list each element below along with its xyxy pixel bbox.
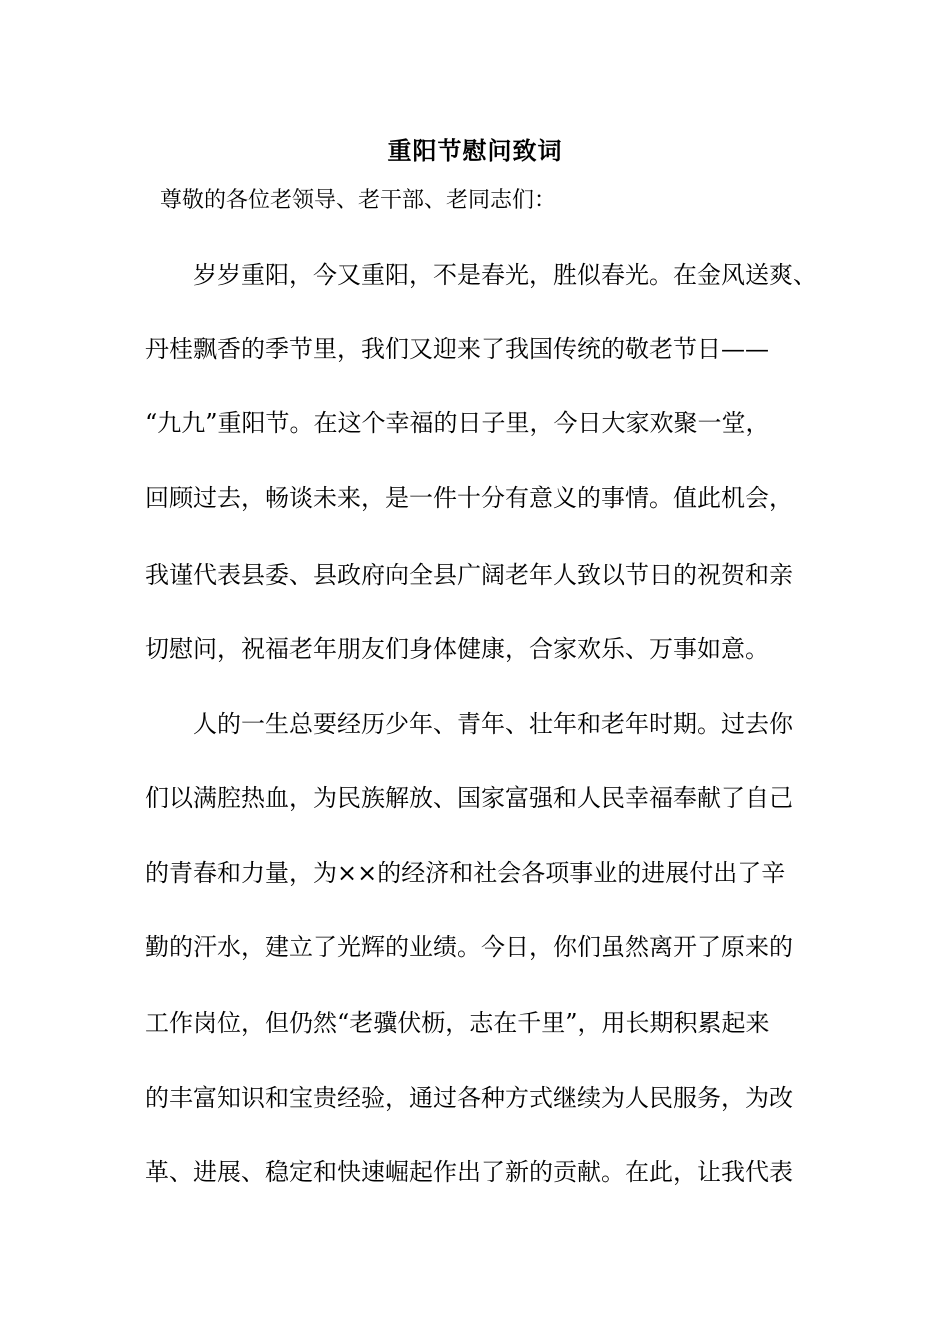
body-line: 工作岗位，但仍然“老骥伏枥，志在千里”，用长期积累起来 xyxy=(145,1009,770,1037)
body-line: 丹桂飘香的季节里，我们又迎来了我国传统的敬老节日—— xyxy=(145,335,769,363)
document-title: 重阳节慰问致词 xyxy=(387,136,563,165)
body-line: 们以满腔热血，为民族解放、国家富强和人民幸福奉献了自己 xyxy=(145,784,793,812)
body-line: 岁岁重阳，今又重阳，不是春光，胜似春光。在金风送爽、 xyxy=(193,261,817,289)
body-line: “九九”重阳节。在这个幸福的日子里，今日大家欢聚一堂， xyxy=(145,409,770,437)
body-line: 回顾过去，畅谈未来，是一件十分有意义的事情。值此机会， xyxy=(145,484,793,512)
body-line: 我谨代表县委、县政府向全县广阔老年人致以节日的祝贺和亲 xyxy=(145,561,793,589)
body-line: 革、进展、稳定和快速崛起作出了新的贡献。在此，让我代表 xyxy=(145,1158,793,1186)
body-line: 的青春和力量，为××的经济和社会各项事业的进展付出了辛 xyxy=(145,859,786,887)
body-line: 的丰富知识和宝贵经验，通过各种方式继续为人民服务，为改 xyxy=(145,1084,793,1112)
salutation: 尊敬的各位老领导、老干部、老同志们： xyxy=(160,188,557,213)
body-line: 切慰问，祝福老年朋友们身体健康，合家欢乐、万事如意。 xyxy=(145,635,769,663)
body-line: 人的一生总要经历少年、青年、壮年和老年时期。过去你 xyxy=(193,710,793,738)
body-line: 勤的汗水，建立了光辉的业绩。今日，你们虽然离开了原来的 xyxy=(145,933,793,961)
